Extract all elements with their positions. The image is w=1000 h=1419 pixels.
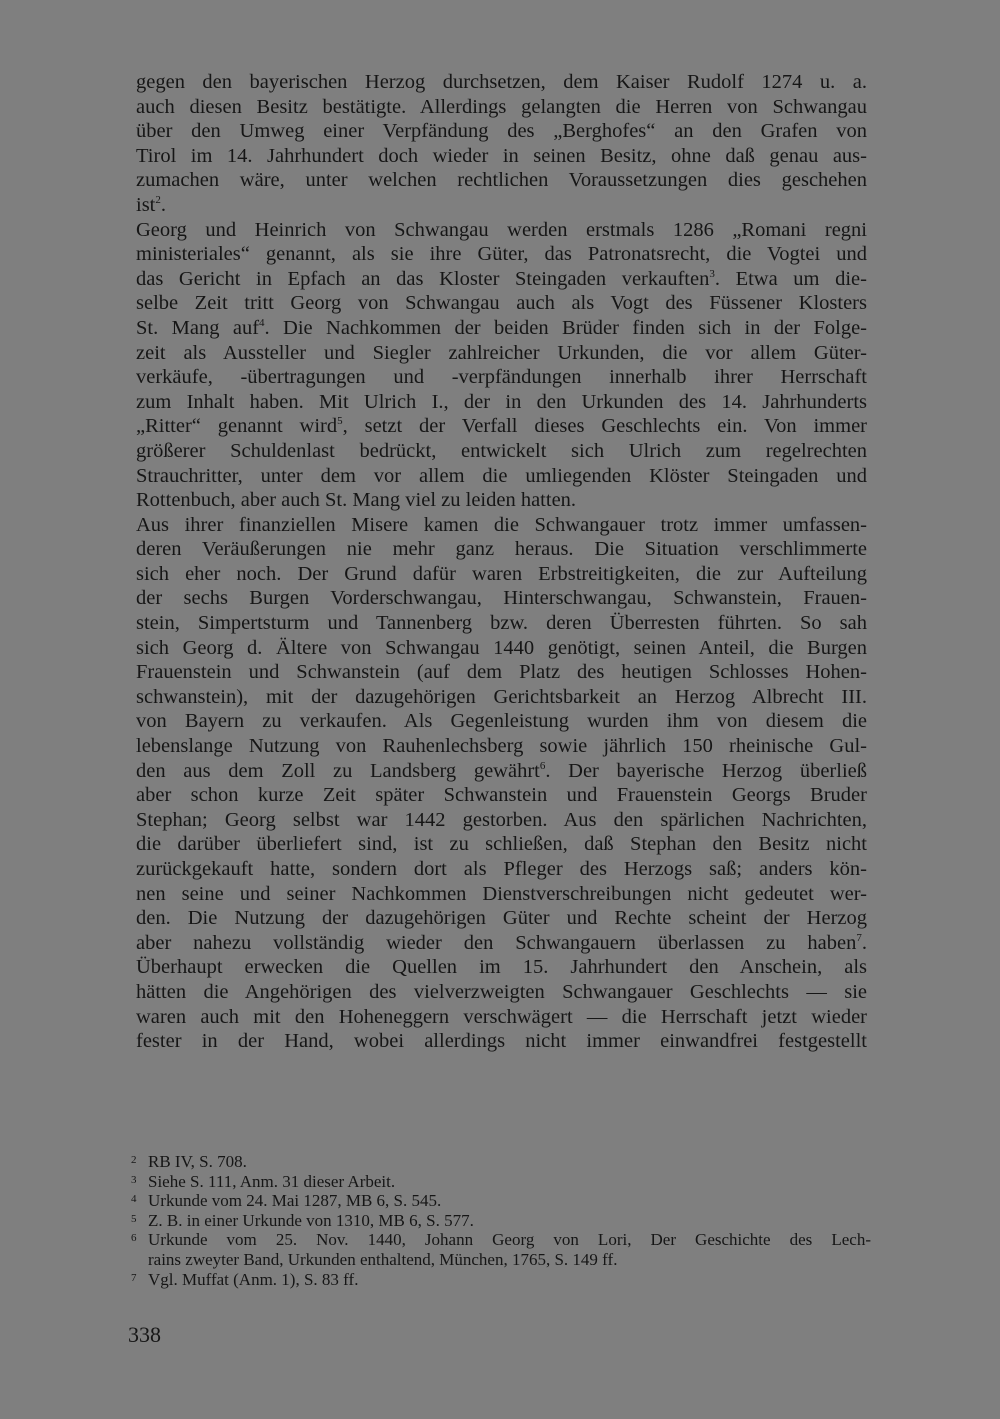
text-line: Strauchritter, unter dem vor allem die umliegenden Klöster Steingaden und	[136, 464, 867, 487]
text-line: sich eher noch. Der Grund dafür waren Erbstreitigkeiten, die zur Aufteilung	[136, 562, 867, 585]
text-line: ist$^2$.	[136, 193, 166, 216]
text-line: zum Inhalt haben. Mit Ulrich I., der in den Urkunden des 14. Jahrhunderts	[136, 390, 867, 413]
footnote	[131, 1191, 871, 1211]
text-line: hätten die Angehörigen des vielverzweigten Schwangauer Geschlechts — sie	[136, 980, 867, 1003]
footnote-number: 4	[131, 1193, 137, 1206]
footnote	[131, 1270, 871, 1290]
footnote-reference: 2	[155, 193, 161, 206]
text-line: von Bayern zu verkaufen. Als Gegenleistung wurden ihm von diesem die	[136, 710, 867, 733]
footnote-reference: 3	[709, 267, 715, 280]
footnote-reference: 7	[856, 931, 862, 944]
footnote	[131, 1230, 871, 1269]
footnote-number: 6	[131, 1232, 137, 1245]
text-line: Frauenstein und Schwanstein (auf dem Platz des heutigen Schlosses Hohen-	[136, 661, 867, 684]
text-line: sich Georg d. Ältere von Schwangau 1440 genötigt, seinen Anteil, die Burgen	[136, 636, 867, 659]
footnote-number: 3	[131, 1173, 137, 1186]
text-line: stein, Simpertsturm und Tannenberg bzw. deren Überresten führten. So sah	[136, 612, 867, 635]
text-line: Überhaupt erwecken die Quellen im 15. Jahrhundert den Anschein, als	[136, 956, 867, 979]
text-line: Georg und Heinrich von Schwangau werden erstmals 1286 „Romani regni	[136, 218, 867, 241]
text-line: aber schon kurze Zeit später Schwanstein und Frauenstein Georgs Bruder	[136, 784, 867, 807]
text-line: selbe Zeit tritt Georg von Schwangau auch als Vogt des Füssener Klosters	[136, 292, 867, 315]
footnote-reference: 4	[259, 316, 265, 329]
footnote-text: Siehe S. 111, Anm. 31 dieser Arbeit.	[148, 1171, 396, 1191]
text-line: zurückgekauft hatte, sondern dort als Pfleger des Herzogs saß; anders kön-	[136, 858, 867, 880]
text-line: Stephan; Georg selbst war 1442 gestorben. Aus den spärlichen Nachrichten,	[136, 808, 867, 831]
text-line: ministeriales“ genannt, als sie ihre Güter, das Patronatsrecht, die Vogtei und	[136, 243, 867, 266]
footnote-reference: 5	[337, 415, 343, 428]
text-line: über den Umweg einer Verpfändung des „Berghofes“ an den Grafen von	[136, 120, 867, 143]
text-line: gegen den bayerischen Herzog durchsetzen, dem Kaiser Rudolf 1274 u. a.	[136, 71, 867, 93]
footnote-text: Urkunde vom 25. Nov. 1440, Johann Georg von Lori, Der Geschichte des Lech- rains zweyter Band, Urkunden enthaltend, München, 1765, S. 149 ff.	[148, 1230, 871, 1269]
text-line: Aus ihrer finanziellen Misere kamen die Schwangauer trotz immer umfassen-	[136, 513, 867, 536]
text-line: größerer Schuldenlast bedrückt, entwickelt sich Ulrich zum regelrechten	[136, 439, 867, 462]
text-line: der sechs Burgen Vorderschwangau, Hinterschwangau, Schwanstein, Frauen-	[136, 587, 867, 610]
text-line: zeit als Aussteller und Siegler zahlreicher Urkunden, die vor allem Güter-	[136, 341, 867, 364]
text-line: deren Veräußerungen nie mehr ganz heraus. Die Situation verschlimmerte	[136, 538, 867, 561]
text-line: das Gericht in Epfach an das Kloster Steingaden verkauften$^3$. Etwa um die-	[136, 267, 867, 290]
text-line: Tirol im 14. Jahrhundert doch wieder in seinen Besitz, ohne daß genau aus-	[136, 144, 867, 167]
footnote-text: Z. B. in einer Urkunde von 1310, MB 6, S. 577.	[148, 1210, 474, 1230]
footnote-number: 5	[131, 1212, 137, 1225]
footnotes	[131, 1152, 871, 1289]
text-line: „Ritter“ genannt wird$^5$, setzt der Verfall dieses Geschlechts ein. Von immer	[136, 415, 867, 438]
text-line: verkäufe, -übertragungen und -verpfändungen innerhalb ihrer Herrschaft	[136, 366, 867, 389]
footnote-number: 2	[131, 1154, 137, 1166]
text-line: zumachen wäre, unter welchen rechtlichen Voraussetzungen dies geschehen	[136, 169, 867, 192]
footnote	[131, 1211, 871, 1231]
footnote-text: Vgl. Muffat (Anm. 1), S. 83 ff.	[148, 1269, 359, 1289]
text-line: St. Mang auf$^4$. Die Nachkommen der beiden Brüder finden sich in der Folge-	[136, 316, 867, 339]
text-line: nen seine und seiner Nachkommen Dienstverschreibungen nicht gedeutet wer-	[136, 882, 867, 905]
text-line: lebenslange Nutzung von Rauhenlechsberg sowie jährlich 150 rheinische Gul-	[136, 735, 867, 758]
footnote-text: RB IV, S. 708.	[148, 1152, 247, 1171]
text-line: aber nahezu vollständig wieder den Schwangauern überlassen zu haben$^7$.	[136, 931, 867, 954]
text-line: fester in der Hand, wobei allerdings nicht immer einwandfrei festgestellt	[136, 1030, 867, 1053]
text-line: den. Die Nutzung der dazugehörigen Güter und Rechte scheint der Herzog	[136, 907, 867, 930]
text-line: auch diesen Besitz bestätigte. Allerdings gelangten die Herren von Schwangau	[136, 95, 867, 118]
page-number: 338	[128, 1322, 161, 1347]
body-text	[136, 70, 867, 1054]
text-line: Rottenbuch, aber auch St. Mang viel zu leiden hatten.	[136, 489, 577, 512]
text-line: schwanstein), mit der dazugehörigen Gerichtsbarkeit an Herzog Albrecht III.	[136, 685, 867, 708]
footnote-number: 7	[131, 1271, 137, 1284]
footnote-text: Urkunde vom 24. Mai 1287, MB 6, S. 545.	[148, 1191, 442, 1211]
text-line: den aus dem Zoll zu Landsberg gewährt$^6$. Der bayerische Herzog überließ	[136, 759, 867, 782]
footnote	[131, 1152, 871, 1172]
footnote-reference: 6	[539, 759, 546, 772]
text-line: waren auch mit den Hoheneggern verschwägert — die Herrschaft jetzt wieder	[136, 1005, 867, 1028]
text-line: die darüber überliefert sind, ist zu schließen, daß Stephan den Besitz nicht	[136, 833, 867, 856]
footnote	[131, 1172, 871, 1192]
